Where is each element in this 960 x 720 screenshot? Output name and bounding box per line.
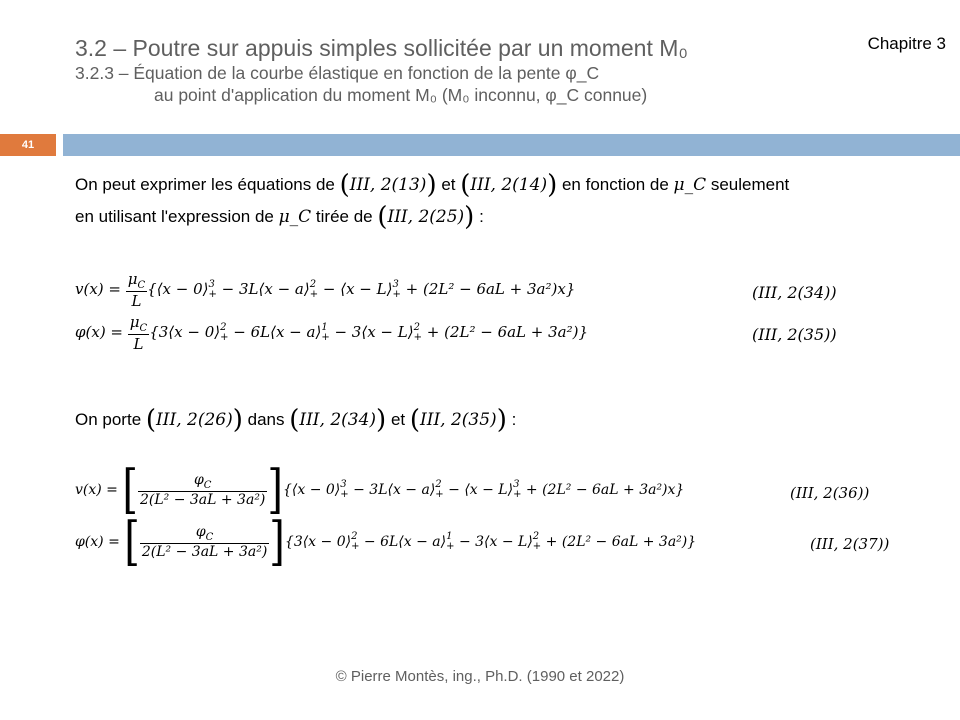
title-sub-line2: au point d'application du moment M₀ (M₀ inconnu, φ_C connue) bbox=[154, 85, 648, 105]
p3-text-d: : bbox=[511, 410, 517, 429]
p1-text-d: seulement bbox=[710, 175, 790, 194]
p3-ref3: III, 2(35) bbox=[420, 410, 497, 430]
chapter-label: Chapitre 3 bbox=[867, 34, 946, 53]
page-number: 41 bbox=[0, 134, 56, 156]
p2-ref: III, 2(25) bbox=[387, 207, 465, 227]
slide-title bbox=[75, 34, 688, 106]
p3-text-b: dans bbox=[247, 410, 285, 429]
p2-text-b: tirée de bbox=[315, 207, 373, 226]
equation-34: v(x) = $\frac{\mu_C}{L}$ {⟨x − 0⟩3 + − 3L⟨x − a⟩2 + − ⟨x − L⟩3 + + (2L² − 6aL + 3a²)x} bbox=[75, 270, 576, 310]
p2-text-c: : bbox=[479, 207, 484, 226]
p2-text-a: en utilisant l'expression de bbox=[75, 207, 274, 226]
p1-ref1: III, 2(13) bbox=[349, 175, 427, 195]
p1-text-a: On peut exprimer les équations de bbox=[75, 175, 335, 194]
paragraph-2: en utilisant l'expression de μ_C tirée de (III, 2(25)) : bbox=[75, 202, 484, 232]
p1-text-b: et bbox=[441, 175, 456, 194]
equation-36: v(x) = [ $\frac{\varphi_C}{\text{2(L² − 3aL + 3a²)}}$ ]{⟨x − 0⟩3 + − 3L⟨x − a⟩2 + − ⟨x − L⟩3 + + (2L² − 6aL + 3a²)x} bbox=[75, 460, 685, 520]
equation-37-tag: (III, 2(37)) bbox=[810, 535, 890, 553]
equation-36-tag: (III, 2(36)) bbox=[790, 484, 870, 502]
equation-34-tag: (III, 2(34)) bbox=[752, 283, 837, 302]
p2-mu: μ_C bbox=[278, 207, 312, 227]
p1-mu: μ_C bbox=[673, 175, 707, 195]
p3-text-c: et bbox=[390, 410, 406, 429]
equation-35: φ(x) = $\frac{\mu_C}{L}$ {3⟨x − 0⟩2 + − 6L⟨x − a⟩1 + − 3⟨x − L⟩2 + + (2L² − 6aL + 3a²)} bbox=[75, 313, 589, 353]
paragraph-3: On porte (III, 2(26)) dans (III, 2(34)) et (III, 2(35)) : bbox=[75, 405, 517, 435]
title-main: 3.2 – Poutre sur appuis simples sollicitée par un moment M₀ bbox=[75, 35, 688, 61]
p1-ref2: III, 2(14) bbox=[470, 175, 548, 195]
p3-ref2: III, 2(34) bbox=[299, 410, 377, 430]
title-sub-line1: 3.2.3 – Équation de la courbe élastique en fonction de la pente φ_C bbox=[75, 63, 600, 83]
equation-37: φ(x) = [ $\frac{\varphi_C}{\text{2(L² − 3aL + 3a²)}}$ ]{3⟨x − 0⟩2 + − 6L⟨x − a⟩1 + − 3⟨x − L⟩2 + + (2L² − 6aL + 3a²)} bbox=[75, 512, 697, 572]
header-bar bbox=[63, 134, 960, 156]
equation-35-tag: (III, 2(35)) bbox=[752, 325, 837, 344]
p3-text-a: On porte bbox=[75, 410, 142, 429]
footer-copyright: © Pierre Montès, ing., Ph.D. (1990 et 2022) bbox=[335, 668, 625, 685]
p3-ref1: III, 2(26) bbox=[156, 410, 233, 430]
paragraph-1: On peut exprimer les équations de (III, 2(13)) et (III, 2(14)) en fonction de μ_C seulement bbox=[75, 170, 790, 200]
p1-text-c: en fonction de bbox=[561, 175, 669, 194]
